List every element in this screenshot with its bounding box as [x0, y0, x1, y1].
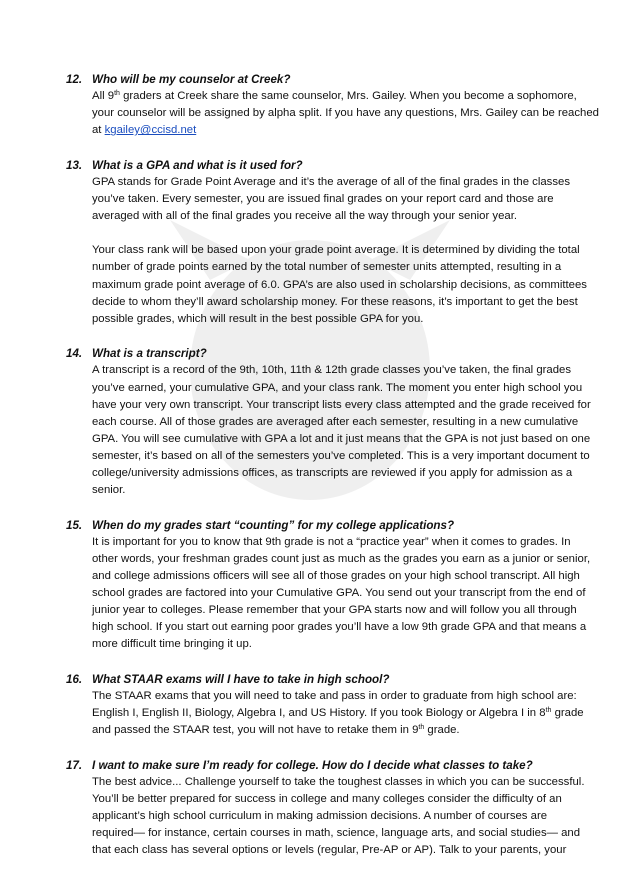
answer-line: possible grades, which will result in the best possible GPA for you. — [92, 312, 424, 325]
answer-line: GPA stands for Grade Point Average and it’s the average of all of the final grades in the classes — [92, 175, 570, 188]
question-number: 13. — [66, 158, 83, 172]
answer-line: You’ll be better prepared for success in college and many colleges consider the difficulty of an — [92, 792, 562, 805]
question-title: What STAAR exams will I have to take in high school? — [92, 672, 390, 686]
answer-paragraph — [92, 88, 599, 139]
answer-line: A transcript is a record of the 9th, 10th, 11th & 12th grade classes you’ve taken, the final grades — [92, 364, 572, 377]
question-number: 14. — [66, 347, 83, 361]
answer-line: your counselor will be assigned by alpha split. If you have any questions, Mrs. Gailey can be reached — [92, 107, 599, 120]
answer-line: college/university admissions offices, as transcripts are reviewed if you apply for admission as a — [92, 466, 573, 479]
answer-line: It is important for you to know that 9th grade is not a “practice year” when it comes to grades. In — [92, 535, 571, 548]
answer-line: number of grade points earned by the total number of semester units attempted, resulting in a — [92, 261, 562, 274]
answer-line: The STAAR exams that you will need to take and pass in order to graduate from high school are: — [92, 690, 577, 702]
answer-paragraph — [92, 688, 582, 739]
question-number: 16. — [66, 672, 83, 686]
answer-line: maximum grade point average of 6.0. GPA’s are also used in scholarship decisions, as committees — [92, 278, 587, 291]
answer-line: that each class has several options or levels (regular, Pre-AP or AP). Talk to your parents, your — [92, 844, 567, 857]
answer-line: The best advice... Challenge yourself to take the toughest classes in which you can be successful. — [92, 775, 585, 788]
answer-line: high school. If you start out earning poor grades you’ll have a low 9th grade GPA and that means a — [92, 621, 587, 634]
faq-item — [0, 517, 638, 654]
question-number: 12. — [66, 73, 83, 86]
question-title: I want to make sure I’m ready for college. How do I decide what classes to take? — [92, 758, 533, 772]
answer-line: decide to whom they’ll award scholarship money. For these reasons, it’s important to get the best — [92, 295, 578, 308]
answer-line: All 9th graders at Creek share the same counselor, Mrs. Gailey. When you become a sophomore, — [92, 90, 577, 103]
ordinal-superscript: th — [418, 724, 425, 732]
faq-item — [0, 757, 638, 860]
answer-line: other words, your freshman grades count just as much as the grades you earn as a junior or senior, — [92, 552, 591, 565]
answer-line: GPA. You will see cumulative with GPA a lot and it just means that the GPA is not just based on one — [92, 432, 591, 445]
answer-line: each course. All of those grades are averaged after each semester, resulting in a new cumulative — [92, 415, 579, 428]
question-title: What is a transcript? — [92, 347, 207, 361]
ordinal-superscript: th — [545, 707, 552, 715]
answer-paragraph — [92, 774, 585, 859]
faq-item — [0, 71, 638, 139]
answer-line: Your class rank will be based upon your grade point average. It is determined by dividing the total — [92, 244, 580, 257]
question-title: What is a GPA and what is it used for? — [92, 158, 303, 172]
answer-line: have your very own transcript. Your transcript lists every class attempted and the grade received for — [92, 398, 591, 411]
answer-line: you’ve taken. Every semester, you are issued final grades on your report card and those are — [92, 193, 554, 206]
answer-line: more difficult time bringing it up. — [92, 638, 252, 651]
faq-list — [0, 71, 638, 877]
answer-line: averaged with all of the final grades you receive all the way through your senior year. — [92, 210, 518, 223]
answer-paragraph — [92, 174, 582, 225]
answer-line: applicant’s high school curriculum in making admission decisions. A number of courses are — [92, 810, 548, 823]
question-title: When do my grades start “counting” for my college applications? — [92, 518, 455, 532]
question-number: 15. — [66, 518, 83, 532]
answer-line: at kgailey@ccisd.net — [92, 124, 197, 137]
answer-line: school grades are factored into your Cumulative GPA. You send out your transcript from the end of — [92, 587, 586, 600]
answer-line: and college admissions officers will see all of those grades on your high school transcript. All high — [92, 569, 580, 582]
answer-line: English I, English II, Biology, Algebra I, and US History. If you took Biology or Algebra I in 8th grade — [92, 707, 584, 720]
question-number: 17. — [66, 758, 83, 772]
answer-line: senior. — [92, 484, 126, 497]
answer-paragraph — [92, 534, 591, 654]
answer-line: junior year to colleges. Please remember that your GPA starts now and will follow you all through — [92, 604, 577, 617]
question-title: Who will be my counselor at Creek? — [92, 73, 291, 86]
ordinal-superscript: th — [114, 90, 120, 98]
answer-line: and passed the STAAR test, you will not have to retake them in 9th grade. — [92, 724, 460, 737]
faq-item — [0, 157, 638, 328]
answer-line: you’ve earned, your cumulative GPA, and your class rank. The moment you enter high school you — [92, 381, 583, 394]
faq-item — [0, 345, 638, 499]
answer-line: semester, it’s based on all of the semesters you’ve completed. This is a very important document to — [92, 449, 590, 462]
answer-line: required— for instance, certain courses in math, science, language arts, and social studies— and — [92, 827, 581, 840]
answer-paragraph — [92, 242, 587, 327]
answer-paragraph — [92, 362, 591, 499]
faq-item — [0, 671, 638, 739]
counselor-email-link[interactable]: kgailey@ccisd.net — [104, 124, 197, 137]
